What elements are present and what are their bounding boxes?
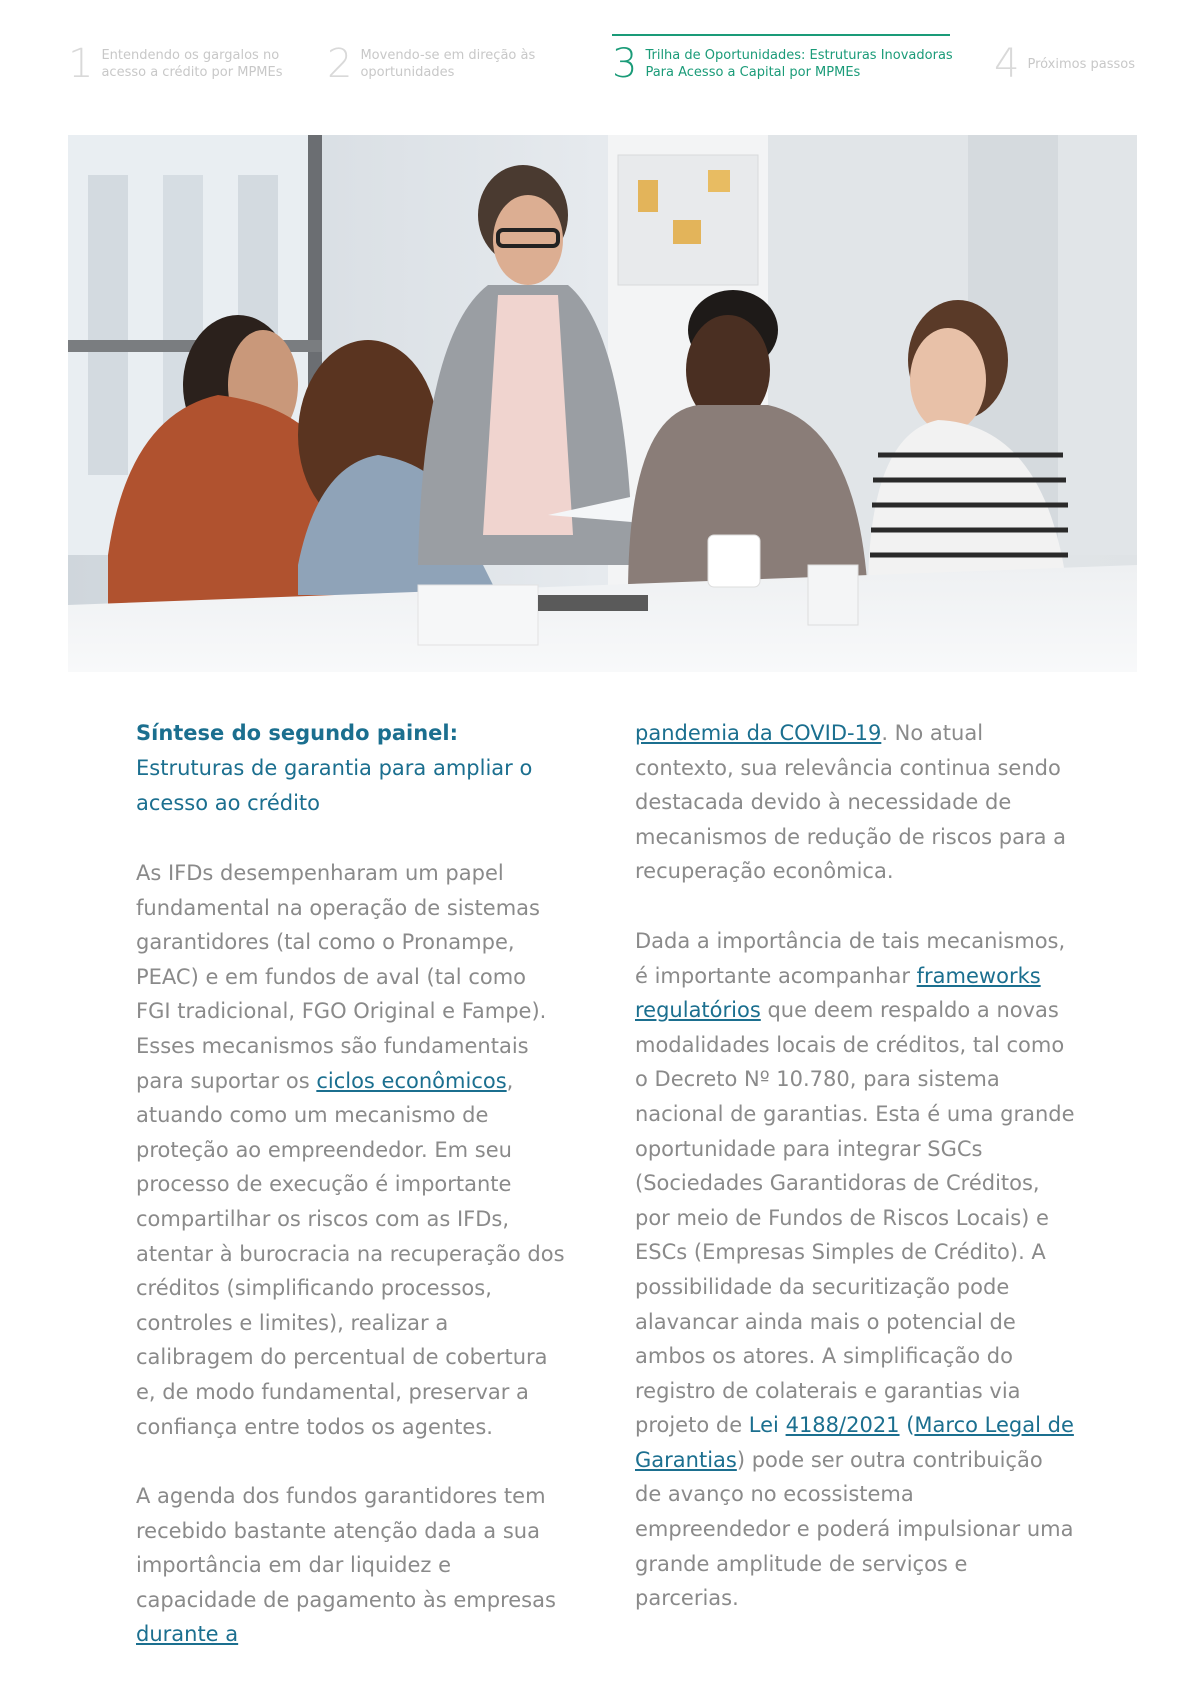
meeting-illustration [68, 135, 1137, 672]
paragraph-3: Dada a importância de tais mecanismos, é importante acompanhar frameworks regulatórios que deem respaldo a novas modalidades locais de créditos, tal como o Decreto Nº 10.780, para sistema nacional de garantias. Esta é uma grande oportunidade para integrar SGCs (Sociedades Garantidoras de Créditos, por meio de Fundos de Riscos Locais) e ESCs (Empresas Simples de Crédito). A possibilidade da securitização pode alavancar ainda mais o potencial de ambos os atores. A simplificação do registro de colaterais e garantias via projeto de Lei 4188/2021 (Marco Legal de Garantias) pode ser outra contribuição de avanço no ecossistema empreendedor e poderá impulsionar uma grande amplitude de serviços e parcerias. [635, 928, 1075, 1611]
step-label: Movendo-se em direção às oportunidades [360, 48, 536, 80]
paragraph-2: A agenda dos fundos garantidores tem recebido bastante atenção dada a sua importância em dar liquidez e capacidade de pagamento às empresas durante a [136, 1484, 556, 1647]
link-pandemia-covid[interactable]: pandemia da COVID-19 [635, 721, 882, 745]
nav-step-1[interactable] [68, 41, 283, 87]
link-frameworks-regulatorios[interactable]: frameworks regulatórios [635, 963, 1041, 1023]
step-label: Trilha de Oportunidades: Estruturas Inovadoras Para Acesso a Capital por MPMEs [645, 48, 953, 80]
step-label: Próximos passos [1027, 56, 1135, 72]
link-ciclos-economicos[interactable]: ciclos econômicos [316, 1068, 507, 1093]
link-lei-4188[interactable]: 4188/2021 [785, 1413, 900, 1438]
section-heading: Síntese do segundo painel: Estruturas de garantia para ampliar o acesso ao crédito [136, 721, 533, 815]
active-step-indicator [612, 34, 950, 36]
paragraph-1: As IFDs desempenharam um papel fundamental na operação de sistemas garantidores (tal como o Pronampe, PEAC) e em fundos de aval (tal como FGI tradicional, FGO Original e Fampe). Esses mecanismos são fundamentais para suportar os ciclos econômicos, atuando como um mecanismo de proteção ao empreendedor. Em seu processo de execução é importante compartilhar os riscos com as IFDs, atentar à burocracia na recuperação dos créditos (simplificando processos, controles e limites), realizar a calibragem do percentual de cobertura e, de modo fundamental, preservar a confiança entre todos os agentes. [136, 861, 565, 1439]
text-column-left [136, 716, 566, 1687]
step-navigation [0, 0, 1188, 120]
step-number: 4 [994, 41, 1020, 87]
nav-step-4[interactable] [994, 41, 1135, 87]
step-number: 3 [612, 41, 638, 87]
paragraph-2-continued: pandemia da COVID-19. No atual contexto, sua relevância continua sendo destacada devido à necessidade de mecanismos de redução de riscos para a recuperação econômica. [635, 721, 1066, 884]
step-number: 2 [327, 41, 353, 87]
nav-step-3[interactable] [612, 41, 953, 87]
link-durante-pandemia[interactable]: durante a [136, 1622, 239, 1647]
link-marco-legal-garantias[interactable]: Marco Legal de Garantias [635, 1413, 1074, 1472]
step-number: 1 [68, 41, 94, 87]
text-column-right [635, 716, 1075, 1651]
nav-step-2[interactable] [327, 41, 536, 87]
hero-photo [68, 135, 1137, 672]
step-label: Entendendo os gargalos no acesso a crédito por MPMEs [101, 48, 283, 80]
